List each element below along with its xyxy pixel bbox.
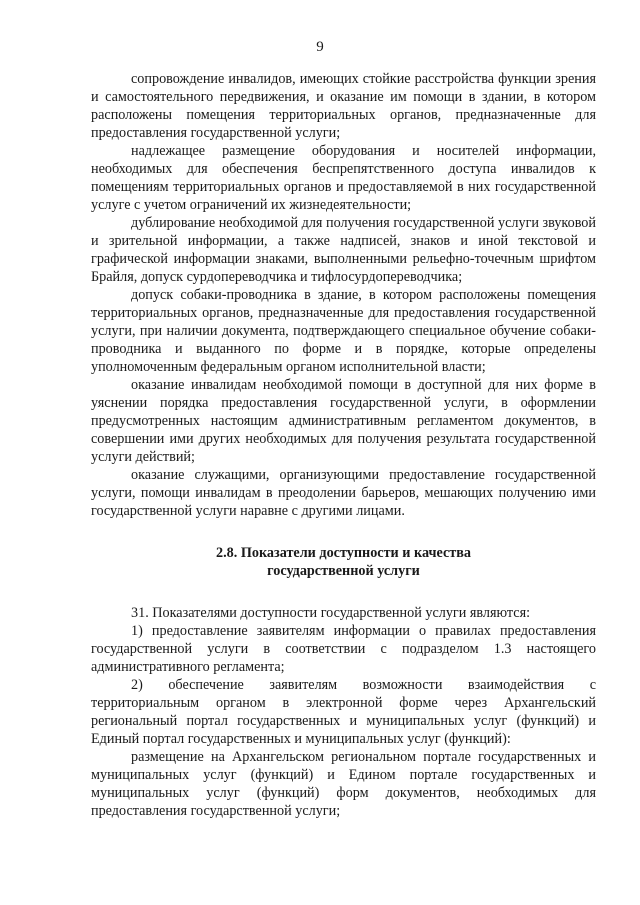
paragraph: размещение на Архангельском региональном портале государственных и муниципальных услуг (функций) и Едином портале государственных и муниципальных услуг (функций) форм документов, необходимых для предоставления государственной услуги; bbox=[91, 749, 596, 819]
paragraph: сопровождение инвалидов, имеющих стойкие расстройства функции зрения и самостоятельного передвижения, и оказание им помощи в здании, в котором расположены помещения территориальных органов, предназначенные для предоставления государственной услуги; bbox=[91, 71, 596, 141]
section-heading-line: 2.8. Показатели доступности и качества bbox=[216, 545, 471, 561]
paragraph: дублирование необходимой для получения государственной услуги звуковой и зрительной информации, а также надписей, знаков и иной текстовой и графической информации знаками, выполненными рельефно-точечным шрифтом Брайля, допуск сурдопереводчика и тифлосурдопереводчика; bbox=[91, 215, 596, 285]
body-text bbox=[91, 70, 596, 820]
paragraph: 31. Показателями доступности государственной услуги являются: bbox=[131, 605, 531, 621]
page-number: 9 bbox=[316, 39, 324, 55]
paragraph: 1) предоставление заявителям информации о правилах предоставления государственной услуги в соответствии с подразделом 1.3 настоящего административного регламента; bbox=[91, 623, 596, 675]
paragraph: надлежащее размещение оборудования и носителей информации, необходимых для обеспечения беспрепятственного доступа инвалидов к помещениям территориальных органов и предоставляемой в них государственной услуге с учетом ограничений их жизнедеятельности; bbox=[91, 143, 596, 213]
paragraph: 2) обеспечение заявителям возможности взаимодействия с территориальным органом в электронной форме через Архангельский региональный портал государственных и муниципальных услуг (функций) и Единый портал государственных и муниципальных услуг (функций): bbox=[91, 677, 596, 747]
section-heading-line: государственной услуги bbox=[267, 563, 420, 579]
section-heading bbox=[91, 544, 596, 580]
paragraph: оказание инвалидам необходимой помощи в доступной для них форме в уяснении порядка предоставления государственной услуги, в оформлении предусмотренных настоящим административным регламентом документов, в совершении ими других необходимых для получения результата государственной услуги действий; bbox=[91, 377, 596, 465]
paragraph: допуск собаки-проводника в здание, в котором расположены помещения территориальных органов, предназначенные для предоставления государственной услуги, при наличии документа, подтверждающего специальное обучение собаки-проводника и выданного по форме и в порядке, которые определены уполномоченным федеральным органом исполнительной власти; bbox=[91, 287, 596, 375]
paragraph: оказание служащими, организующими предоставление государственной услуги, помощи инвалидам в преодолении барьеров, мешающих получению ими государственной услуги наравне с другими лицами. bbox=[91, 467, 596, 519]
